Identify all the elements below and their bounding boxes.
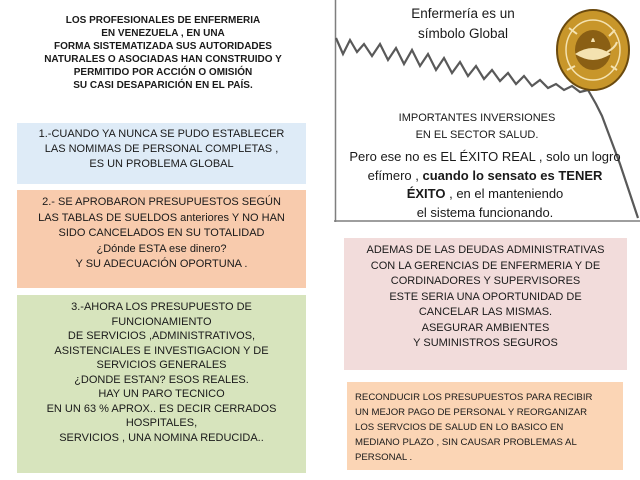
investment-line: IMPORTANTES INVERSIONES — [398, 112, 556, 124]
budget-box — [347, 382, 623, 470]
heading-line: LOS PROFESIONALES DE ENFERMERIA — [65, 15, 261, 26]
chart-title — [388, 4, 538, 44]
chart-title-line: símbolo Global — [417, 26, 509, 41]
point-3-line: ¿DONDE ESTAN? ESOS REALES. — [74, 373, 249, 386]
heading-line: PERMITIDO POR ACCIÓN O OMISIÓN — [73, 67, 253, 78]
debts-line: ASEGURAR AMBIENTES — [421, 321, 550, 334]
point-3-line: HAY UN PARO TECNICO — [98, 388, 225, 400]
budget-line: PERSONAL . — [355, 452, 413, 463]
success-line-3 — [335, 185, 635, 204]
debts-line: ADEMAS DE LAS DEUDAS ADMINISTRATIVAS — [366, 244, 605, 256]
debts-line: ESTE SERIA UNA OPORTUNIDAD DE — [389, 290, 582, 303]
debts-line: CON LA GERENCIAS DE ENFERMERIA Y DE — [370, 259, 601, 272]
point-2-line: LAS TABLAS DE SUELDOS anteriores Y NO HAN — [38, 211, 285, 224]
budget-line: RECONDUCIR LOS PRESUPUESTOS PARA RECIBIR — [355, 392, 593, 403]
point-3-line: SERVICIOS GENERALES — [96, 359, 227, 371]
point-2-box — [17, 190, 306, 288]
heading-line: FORMA SISTEMATIZADA SUS AUTORIDADES — [54, 41, 272, 52]
budget-line: MEDIANO PLAZO , SIN CAUSAR PROBLEMAS AL — [355, 437, 577, 448]
heading-line: NATURALES O ASOCIADAS HAN CONSTRUIDO Y — [44, 54, 282, 65]
investment-line: EN EL SECTOR SALUD. — [415, 129, 539, 141]
success-line-3-bold: ÉXITO — [406, 186, 446, 201]
debts-box — [344, 238, 627, 370]
heading-block — [32, 14, 294, 92]
debts-line: CORDINADORES Y SUPERVISORES — [390, 275, 581, 287]
success-statement — [335, 148, 635, 222]
nursing-emblem-icon — [555, 8, 631, 92]
point-3-line: DE SERVICIOS ,ADMINISTRATIVOS, — [67, 330, 256, 342]
point-2-line: SIDO CANCELADOS EN SU TOTALIDAD — [58, 227, 265, 240]
point-1-box — [17, 123, 306, 184]
point-3-line: SERVICIOS , UNA NOMINA REDUCIDA.. — [59, 431, 264, 444]
point-1-line: 1.-CUANDO YA NUNCA SE PUDO ESTABLECER — [38, 128, 285, 140]
heading-line: SU CASI DESAPARICIÓN EN EL PAÍS. — [73, 80, 253, 91]
point-3-line: FUNCIONAMIENTO — [111, 315, 212, 328]
success-line-2 — [335, 167, 635, 186]
success-line-2-bold: cuando lo sensato es TENER — [422, 167, 603, 183]
debts-line: CANCELAR LAS MISMAS. — [418, 306, 553, 318]
point-2-line: 2.- SE APROBARON PRESUPUESTOS SEGÚN — [42, 196, 281, 208]
success-line-1: Pero ese no es EL ÉXITO REAL , solo un logro — [349, 149, 621, 164]
point-1-line: LAS NOMIMAS DE PERSONAL COMPLETAS , — [44, 143, 279, 155]
point-3-line: ASISTENCIALES E INVESTIGACION Y DE — [54, 344, 269, 357]
point-3-box — [17, 295, 306, 473]
budget-line: LOS SERVCIOS DE SALUD EN LO BASICO EN — [355, 422, 564, 433]
point-2-line: ¿Dónde ESTA ese dinero? — [96, 242, 227, 255]
point-3-line: EN UN 63 % APROX.. ES DECIR CERRADOS — [46, 402, 277, 415]
point-3-line: HOSPITALES, — [125, 417, 198, 429]
point-1-line: ES UN PROBLEMA GLOBAL — [89, 158, 234, 170]
investment-text — [352, 110, 602, 144]
debts-line: Y SUMINISTROS SEGUROS — [413, 337, 558, 349]
point-2-line: Y SU ADECUACIÓN OPORTUNA . — [75, 258, 248, 271]
point-3-line: 3.-AHORA LOS PRESUPUESTO DE — [71, 301, 252, 313]
chart-title-line: Enfermería es un — [411, 6, 515, 21]
success-line-4: el sistema funcionando. — [416, 204, 554, 220]
heading-line: EN VENEZUELA , EN UNA — [101, 28, 225, 39]
success-line-3-plain: , en el manteniendo — [449, 186, 564, 201]
success-line-2-plain: efímero , — [367, 167, 419, 183]
budget-line: UN MEJOR PAGO DE PERSONAL Y REORGANIZAR — [355, 407, 588, 418]
